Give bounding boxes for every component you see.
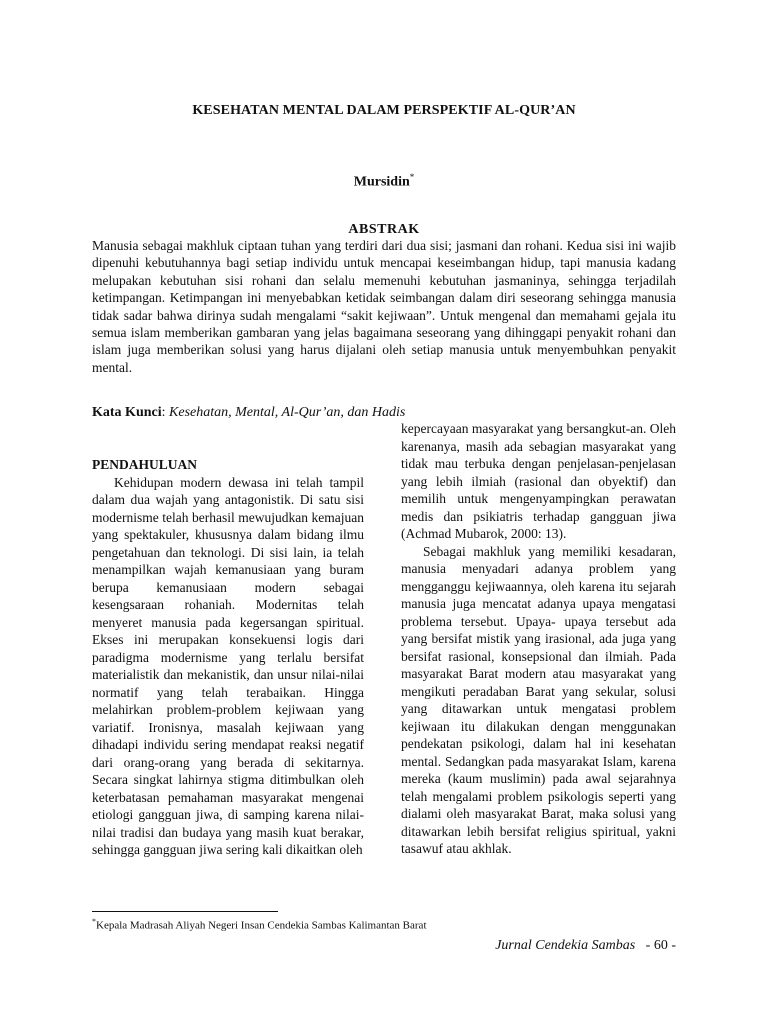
keywords-label: Kata Kunci bbox=[92, 405, 162, 420]
author-footnote-mark: * bbox=[409, 172, 415, 182]
article-title: KESEHATAN MENTAL DALAM PERSPEKTIF AL-QUR’AN bbox=[192, 103, 576, 118]
page-footer bbox=[495, 938, 676, 954]
abstract-heading: ABSTRAK bbox=[348, 222, 420, 237]
abstract-text: Manusia sebagai makhluk ciptaan tuhan yang terdiri dari dua sisi; jasmani dan rohani. Kedua sisi ini wajib dipenuhi kebutuhannya bagi setiap individu untuk mencapai keseimbangan hidup, tapi manusia kadang melupakan kebutuhan sisi rohani dan selalu memenuhi kebutuhan jasmaninya, sehingga terjadilah ketimpangan. Ketimpangan ini menyebabkan ketidak seimbangan dalam diri seseorang sehingga manusia tidak sadar bahwa dirinya sudah mengalami “sakit kejiwaan”. Untuk mengenal dan memahami gejala itu semua islam memberikan gambaran yang jelas bagaimana seseorang yang dihinggapi penyakit rohani dan islam juga memberikan solusi yang harus dijalani oleh setiap manusia untuk menyembuhkan penyakit mental. bbox=[92, 238, 676, 375]
author-name bbox=[0, 172, 768, 191]
footnote bbox=[92, 917, 676, 932]
intro-paragraph: Kehidupan modern dewasa ini telah tampil dalam dua wajah yang antagonistik. Di satu sisi modernisme telah berhasil mewujudkan kemajuan yang spektakuler, khususnya dalam bidang ilmu pengetahuan dan teknologi. Di sisi lain, ia telah menampilkan wajah kemanusiaan yang buram berupa kemanusiaan modern sebagai kesengsaraan rohaniah. Modernitas telah menyeret manusia pada kegersangan spiritual. Ekses ini merupakan konsekuensi logis dari paradigma modernisme yang terlalu bersifat materialistik dan mekanistik, dan unsur nilai-nilai normatif yang telah terabaikan. Hingga melahirkan problem-problem kejiwaan yang variatif. Ironisnya, masalah kejiwaan yang dihadapi individu sering mendapat reaksi negatif dari orang-orang yang berada di sekitarnya. Secara singkat lahirnya stigma ditimbulkan oleh keterbatasan pemahaman masyarakat mengenai etiologi gangguan jiwa, di samping karena nilai-nilai tradisi dan budaya yang masih kuat berakar, sehingga gangguan jiwa sering kali dikaitkan oleh bbox=[92, 474, 364, 857]
keywords bbox=[92, 405, 676, 421]
page-number: - 60 - bbox=[645, 938, 676, 953]
continued-paragraph: kepercayaan masyarakat yang bersangkut-an. Oleh karenanya, masih ada sebagian masyarakat yang tidak mau terbuka dengan penjelasan-penjelasan yang lebih ilmiah (rasional dan obyektif) dan memilih untuk mengenyampingkan perawatan medis dan psikiatris terhadap gangguan jiwa (Achmad Mubarok, 2000: 13). bbox=[401, 421, 676, 541]
section-heading: PENDAHULUAN bbox=[92, 457, 198, 472]
keywords-separator: : bbox=[161, 405, 170, 420]
keywords-value: Kesehatan, Mental, Al-Qur’an, dan Hadis bbox=[169, 405, 406, 420]
footnote-rule bbox=[92, 911, 278, 912]
right-column bbox=[401, 420, 676, 858]
journal-name: Jurnal Cendekia Sambas bbox=[495, 938, 636, 953]
author-name-text: Mursidin bbox=[353, 174, 410, 190]
footnote-mark: * bbox=[92, 917, 96, 926]
second-paragraph: Sebagai makhluk yang memiliki kesadaran, manusia menyadari adanya problem yang mengganggu kejiwaannya, oleh karena itu sejarah manusia juga mencatat adanya upaya mengatasi problema tersebut. Upaya- upaya tersebut ada yang bersifat mistik yang irasional, ada juga yang bersifat rasional, konsepsional dan ilmiah. Pada masyarakat Barat modern atau masyarakat yang mengikuti peradaban Barat yang sekular, solusi yang ditawarkan untuk mengatasi problem kejiwaan itu dilakukan dengan menggunakan pendekatan psikologi, dalam hal ini kesehatan mental. Sedangkan pada masyarakat Islam, karena mereka (kaum muslimin) pada awal sejarahnya telah mengalami problem psikologis seperti yang dialami oleh masyarakat Barat, maka solusi yang ditawarkan lebih bersifat religius spiritual, yakni tasawuf atau akhlak. bbox=[401, 543, 676, 856]
left-column bbox=[92, 456, 364, 859]
footnote-text: Kepala Madrasah Aliyah Negeri Insan Cendekia Sambas Kalimantan Barat bbox=[96, 919, 427, 932]
